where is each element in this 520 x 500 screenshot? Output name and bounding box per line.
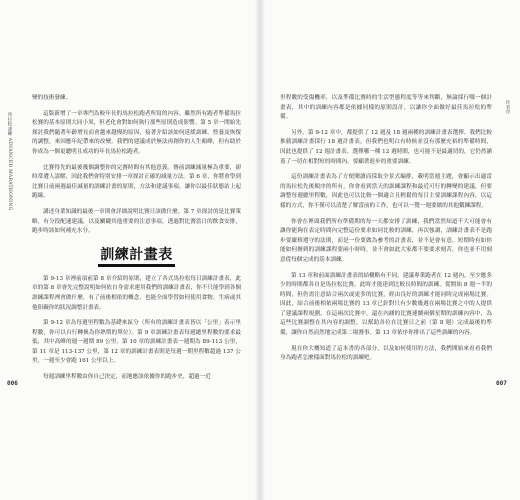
paragraph: 第 9-12 章為每週里程數為基礎來區分（所有的訓練計畫表皆以「公里」表示里程數，你可以自行轉換為你熟慣的單位）。第 9 章訓練計畫表每週總里程數的要求最低，其中高峰的週一週期 89 公里。第 10 章的訓練計畫表一週期為 89-113 公里，第 11 章是 113-137 公里，第 12 章的訓練計畫表則是每週一期里程數超過 137 公里，一週至少會跑 161 公里以上。: [32, 320, 241, 365]
paragraph: 你會在裡頭我們所有準備期的每一天都安排了訓練，我們當然知道不大可能會有讓你能夠在表定時間內完整這份要求如同比較的訓練，再次強調，訓練計畫表不是跑步要嚴格遵守的法則，而是一份要做為參考的計畫表，並不是會有意，短期時有如你能如何辦到的訓練課程要兩小時時，並不會如此大家都不要要求刻苦，你也並不用刻意從每個完成的基本訓練。: [280, 218, 492, 263]
paragraph: 比賽得先的最後幾個調整你的完賽時間有其他意義。賽前訓練減量極為重要，卻時常遭人誤解，因此我們會特別安排一章探討正確的減量方法。第 6 章，你將會學到比賽日前兩週最佳減量的訓練計畫的原則，方法和建議事項。讓你以最佳狀態站上起跑線。: [32, 164, 241, 200]
paragraph: 這版新增了一章專門為較年長的馬拉松跑者所寫的內容。雖然所有跑者準備馬拉松賽的基本原則大同小異，但老化會對如何執行那些原則造成影響。第 5 章一開始先探討我們隨著年齡增長而會越來越慢的原因，接著介紹該如何延緩訓練、營養及恢復的調整，來因應年紀帶來的改變。我們的建議成於無法再創你的人生顛峰，但有助於你成為一個更聰明且成功的年長馬拉松跑者。: [32, 110, 241, 155]
paragraph: 第 13 章和前面訓練計畫表的結構略有不同，建議專業跑者在 12 週內，至少應多少的時間都各自是馬拉松比賽，此時才能達到比較長時間的訓練，從開始 8 週一半的時間，但仍需注意結合兩次或更多的比賽，經由良好的訓練才能同時完成兩場比賽。因此，結合前後相依兩場比賽的 13 章已針對只有少數幾週在兩場比賽之中的人提供了建議課程規劃，在這兩次比賽中，還在內涵的比賽連續兩個星期的訓練內容中，為這些比賽調整在其內容的調整，以幫助各位在比賽日之前（第 8 週）完成最後的準備，讓你自然而然地完成第二場賽事。第 13 章依序你排出了這些訓練的內容。: [280, 272, 492, 337]
right-page: [260, 0, 520, 500]
paragraph: 里程數的受傷機率，以及準備比賽時的生活型態程度等等來判斷，無論採行哪一個計畫表，其中的訓練內容都是依據同樣的原則設計，以讓你全面做好最佳馬拉松的準備。: [280, 95, 492, 121]
paragraph: 變的技術發練。: [32, 95, 72, 101]
left-page-body: [32, 94, 241, 383]
paragraph: 講述身業知識的最後一章則會詳細說明比賽日該做什麼。第 7 章探討的是比賽策略，有分段配速建議，以及關鍵其他重要的注意事項。透過對比賽當日的飲食安排，跑步時該如何補充水分。: [32, 208, 241, 235]
section-heading: 訓練計畫表: [98, 247, 175, 267]
left-page: [0, 0, 259, 500]
left-running-head: 馬拉松訓練 ADVANCED MARATHONING: [7, 112, 12, 211]
right-page-body: [280, 94, 492, 364]
left-page-number: 006: [7, 380, 18, 387]
right-page-number: 007: [496, 380, 507, 387]
paragraph: 每週訓練里程數由你自己決定，而地應該依據你的跑步史，超過一近: [43, 374, 211, 381]
paragraph: 現在你大概知道了這本書的各部分，以及如何使用的方法，我們開始來看看我們身為跑者怎麼樣面對馬拉松的訓練吧。: [280, 345, 492, 362]
section-heading-wrap: [32, 247, 241, 267]
right-running-head: 作者序: [505, 100, 510, 115]
paragraph: 這份訓練計畫表為了方便閱讀而採取全景式編排，載明當週主題，會顯示出適當的馬拉松先後順序的所有，你會看到當天的訓練課程和最近可行的轉變的建議，但要調整每週總里程數，因此也可以比較一個適合且輕鬆的每日主要訓練課程內容，以這樣的方式，你不僅可以清楚了解當前的工作，也可以一覽一週要做的其他鍛鍊課程。: [280, 174, 492, 209]
paragraph: 另外，第 9-12 章中，都提供了 12 週及 18 週兩種的訓練計畫表選擇。我們比較推薦訓練計畫採行 18 週計畫表，但我們也明白有時候並沒有那麼充裕的準備時間，因此也提供了 12 週計畫表。選擇哪一種 12 週時間，也可能不是最適切的，它仍然涵蓋了一切在相對短的時間內，要顧著進步的重要訓練。: [280, 129, 492, 165]
paragraph: 第 9-13 章裡前項前第 8 章介紹的原則，建立了各式馬拉松每日訓練計畫表，此章的第 8 章會先完整說明如何依自身需求運用我們的訓練計畫表，你不只能學到各個訓練課程裡會做什麼，有了前後相依的概念，也能全面學習如何使用食物、生病或其他阻礙你的狀況調整計畫表。: [32, 275, 241, 311]
book-gutter: [255, 0, 265, 500]
